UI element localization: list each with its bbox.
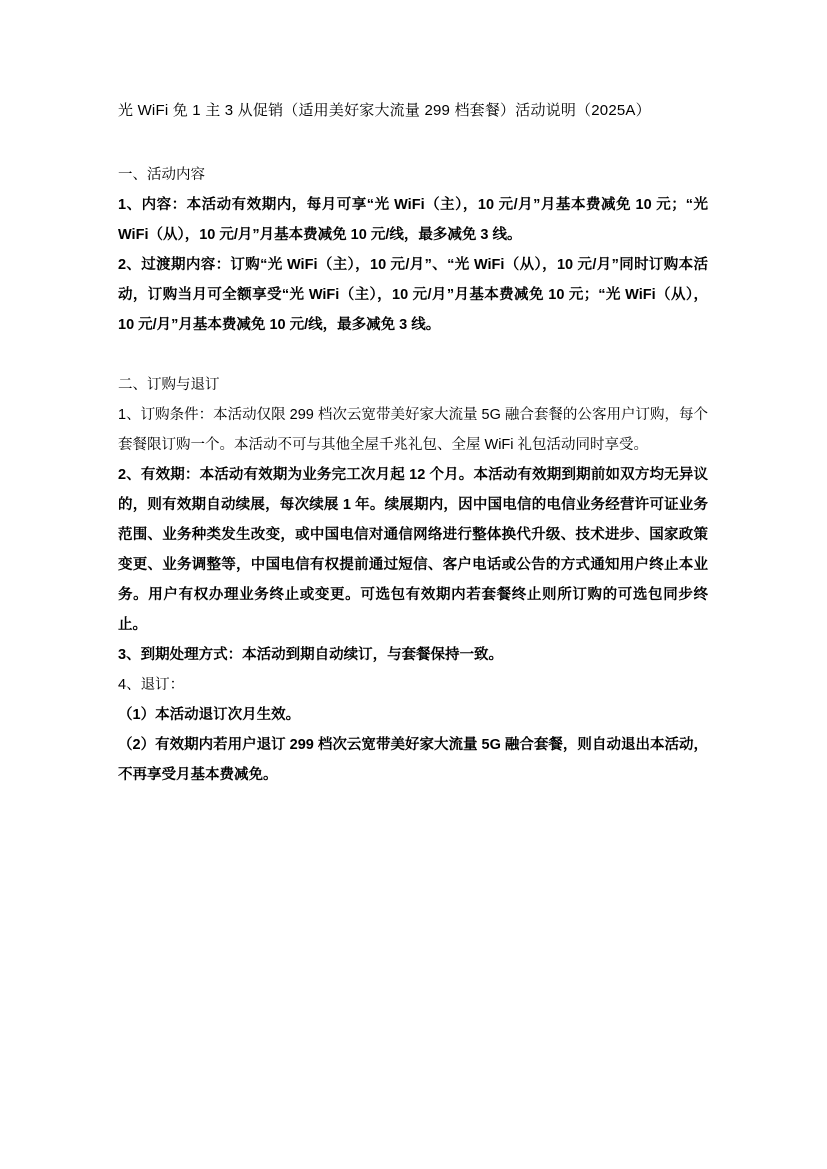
- section-spacer: [118, 340, 708, 370]
- paragraph-activity-content-1: 1、内容：本活动有效期内，每月可享“光 WiFi（主），10 元/月”月基本费减免 10 元；“光 WiFi（从），10 元/月”月基本费减免 10 元/线，最多减免 3 线。: [118, 197, 708, 243]
- section-heading-activity-content: 一、活动内容: [118, 167, 205, 183]
- title-spacer: [118, 126, 708, 160]
- paragraph-expiry-handling: 3、到期处理方式：本活动到期自动续订，与套餐保持一致。: [118, 647, 504, 663]
- paragraph-cancellation-heading: 4、退订：: [118, 677, 185, 693]
- paragraph-validity-period: 2、有效期：本活动有效期为业务完工次月起 12 个月。本活动有效期到期前如双方均无异议的，则有效期自动续展，每次续展 1 年。续展期内，因中国电信的电信业务经营许可证业务范围、业务种类发生改变，或中国电信对通信网络进行整体换代升级、技术进步、国家政策变更、业务调整等，中国电信有权提前通过短信、客户电话或公告的方式通知用户终止本业务。用户有权办理业务终止或变更。可选包有效期内若套餐终止则所订购的可选包同步终止。: [118, 467, 708, 633]
- paragraph-cancellation-item-2: （2）有效期内若用户退订 299 档次云宽带美好家大流量 5G 融合套餐，则自动退出本活动，不再享受月基本费减免。: [118, 737, 708, 783]
- paragraph-order-condition: 1、订购条件：本活动仅限 299 档次云宽带美好家大流量 5G 融合套餐的公客用户订购，每个套餐限订购一个。本活动不可与其他全屋千兆礼包、全屋 WiFi 礼包活动同时享受。: [118, 407, 708, 453]
- paragraph-cancellation-item-1: （1）本活动退订次月生效。: [118, 707, 301, 723]
- document-title: 光 WiFi 免 1 主 3 从促销（适用美好家大流量 299 档套餐）活动说明（2025A）: [118, 102, 651, 119]
- document-body: [118, 96, 708, 790]
- paragraph-activity-content-2: 2、过渡期内容：订购“光 WiFi（主），10 元/月”、“光 WiFi（从），10 元/月”同时订购本活动，订购当月可全额享受“光 WiFi（主），10 元/月”月基本费减免 10 元；“光 WiFi（从），10 元/月”月基本费减免 10 元/线，最多减免 3 线。: [118, 257, 708, 333]
- section-heading-order-and-cancel: 二、订购与退订: [118, 377, 220, 393]
